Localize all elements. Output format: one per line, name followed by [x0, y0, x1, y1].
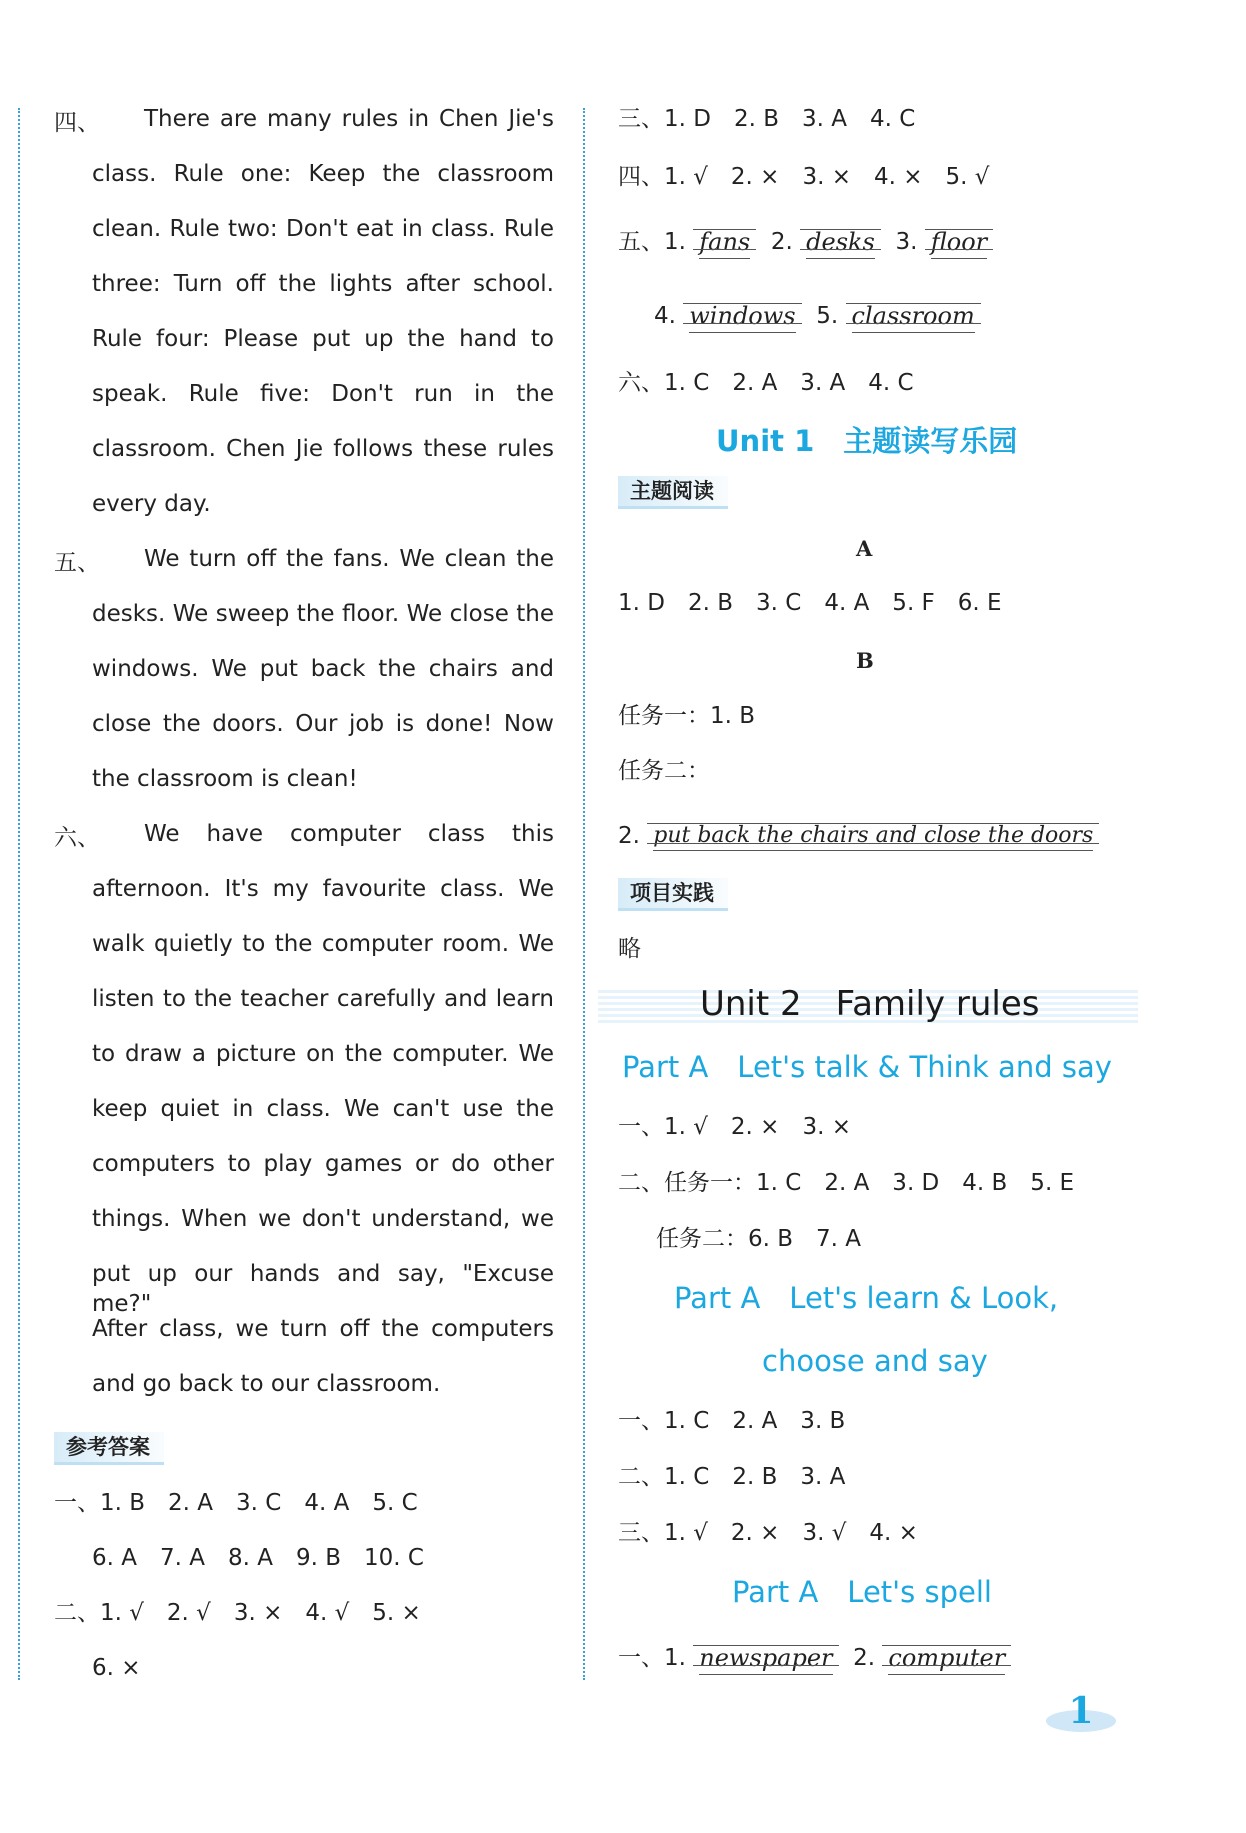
part-a-spell-answer-row	[618, 1638, 1011, 1679]
handwritten-answer: fans	[693, 223, 756, 263]
section-4-label: 四、	[54, 110, 100, 136]
section-6-line-3: walk quietly to the computer room. We	[92, 931, 554, 957]
answer-row-3: 二、1. √ 2. √ 3. × 4. √ 5. ×	[54, 1600, 421, 1626]
section-6-line-11: and go back to our classroom.	[92, 1371, 441, 1397]
fill-label: 2.	[853, 1645, 876, 1671]
section-5-line-5: the classroom is clean!	[92, 766, 358, 792]
answer-row-4: 6. ×	[92, 1655, 141, 1681]
center-dotted-guide	[583, 108, 585, 1680]
label-a: A	[856, 536, 873, 561]
project-practice-badge: 项目实践	[618, 878, 728, 911]
handwritten-answer: floor	[925, 223, 993, 263]
fill-label: 一、1.	[618, 1645, 686, 1671]
handwritten-answer: computer	[882, 1639, 1011, 1679]
handwritten-answer: put back the chairs and close the doors	[647, 817, 1099, 857]
section-4-line-1: There are many rules in Chen Jie's	[144, 106, 554, 132]
label-b: B	[856, 648, 874, 673]
part-a-learn-heading-line-1: Part A Let's learn & Look,	[674, 1281, 1059, 1315]
section-4-line-3: clean. Rule two: Don't eat in class. Rule	[92, 216, 554, 242]
task-2: 任务二：	[618, 758, 710, 784]
section-5-line-1: We turn off the fans. We clean the	[144, 546, 554, 572]
section-6-line-7: computers to play games or do other	[92, 1151, 554, 1177]
section-5-line-2: desks. We sweep the floor. We close the	[92, 601, 554, 627]
task-1: 任务一：1. B	[618, 703, 756, 729]
unit2-title: Unit 2 Family rules	[700, 984, 1040, 1024]
answer-row-1: 一、1. B 2. A 3. C 4. A 5. C	[54, 1490, 418, 1516]
section-4-line-8: every day.	[92, 491, 211, 517]
right-answer-6: 六、1. C 2. A 3. A 4. C	[618, 370, 914, 396]
part-a-learn-answers-2: 二、1. C 2. B 3. A	[618, 1464, 846, 1490]
section-6-label: 六、	[54, 825, 100, 851]
theme-reading-a-answers: 1. D 2. B 3. C 4. A 5. F 6. E	[618, 590, 1002, 616]
part-a-talk-answers-3: 任务二：6. B 7. A	[656, 1226, 862, 1252]
part-a-talk-heading: Part A Let's talk & Think and say	[622, 1050, 1112, 1084]
section-6-line-10: After class, we turn off the computers	[92, 1316, 554, 1342]
section-4-line-5: Rule four: Please put up the hand to	[92, 326, 554, 352]
section-6-line-9: put up our hands and say, "Excuse me?"	[92, 1261, 554, 1317]
omitted-note: 略	[618, 936, 641, 962]
fill-label: 4.	[654, 303, 676, 329]
section-6-line-2: afternoon. It's my favourite class. We	[92, 876, 554, 902]
section-4-line-2: class. Rule one: Keep the classroom	[92, 161, 554, 187]
handwritten-answer: classroom	[846, 297, 981, 337]
section-6-line-1: We have computer class this	[144, 821, 554, 847]
handwritten-answer: newspaper	[693, 1639, 838, 1679]
part-a-talk-answers-2: 二、任务一：1. C 2. A 3. D 4. B 5. E	[618, 1170, 1075, 1196]
right-answer-4: 四、1. √ 2. × 3. × 4. × 5. √	[618, 164, 990, 190]
part-a-talk-answers-1: 一、1. √ 2. × 3. ×	[618, 1114, 851, 1140]
section-4-line-7: classroom. Chen Jie follows these rules	[92, 436, 554, 462]
unit1-title: Unit 1 主题读写乐园	[716, 424, 1018, 458]
answer-row-2: 6. A 7. A 8. A 9. B 10. C	[92, 1545, 424, 1571]
fill-label: 2.	[618, 823, 640, 849]
section-5-label: 五、	[54, 550, 100, 576]
fill-label: 五、1.	[618, 229, 686, 255]
part-a-learn-heading-line-2: choose and say	[762, 1344, 988, 1378]
section-6-line-6: keep quiet in class. We can't use the	[92, 1096, 554, 1122]
section-4-line-4: three: Turn off the lights after school.	[92, 271, 554, 297]
section-6-line-4: listen to the teacher carefully and learn	[92, 986, 554, 1012]
right-answer-3: 三、1. D 2. B 3. A 4. C	[618, 106, 916, 132]
part-a-learn-answers-1: 一、1. C 2. A 3. B	[618, 1408, 846, 1434]
fill-label: 5.	[816, 303, 839, 329]
section-4-line-6: speak. Rule five: Don't run in the	[92, 381, 554, 407]
fill-in-row-5b	[654, 296, 981, 337]
fill-in-row-5a	[618, 222, 993, 263]
section-5-line-3: windows. We put back the chairs and	[92, 656, 554, 682]
part-a-spell-heading: Part A Let's spell	[732, 1575, 992, 1609]
section-5-line-4: close the doors. Our job is done! Now	[92, 711, 554, 737]
section-6-line-8: things. When we don't understand, we	[92, 1206, 554, 1232]
part-a-learn-answers-3: 三、1. √ 2. × 3. √ 4. ×	[618, 1520, 918, 1546]
page-number	[1046, 1690, 1116, 1730]
fill-label: 2.	[770, 229, 793, 255]
page-number-text: 1	[1068, 1690, 1094, 1732]
theme-reading-badge: 主题阅读	[618, 476, 728, 509]
fill-label: 3.	[895, 229, 918, 255]
task-2-answer-row	[618, 816, 1099, 857]
reference-answers-badge: 参考答案	[54, 1432, 164, 1465]
section-6-line-5: to draw a picture on the computer. We	[92, 1041, 554, 1067]
handwritten-answer: desks	[800, 223, 881, 263]
handwritten-answer: windows	[683, 297, 801, 337]
left-dotted-guide	[18, 108, 20, 1680]
